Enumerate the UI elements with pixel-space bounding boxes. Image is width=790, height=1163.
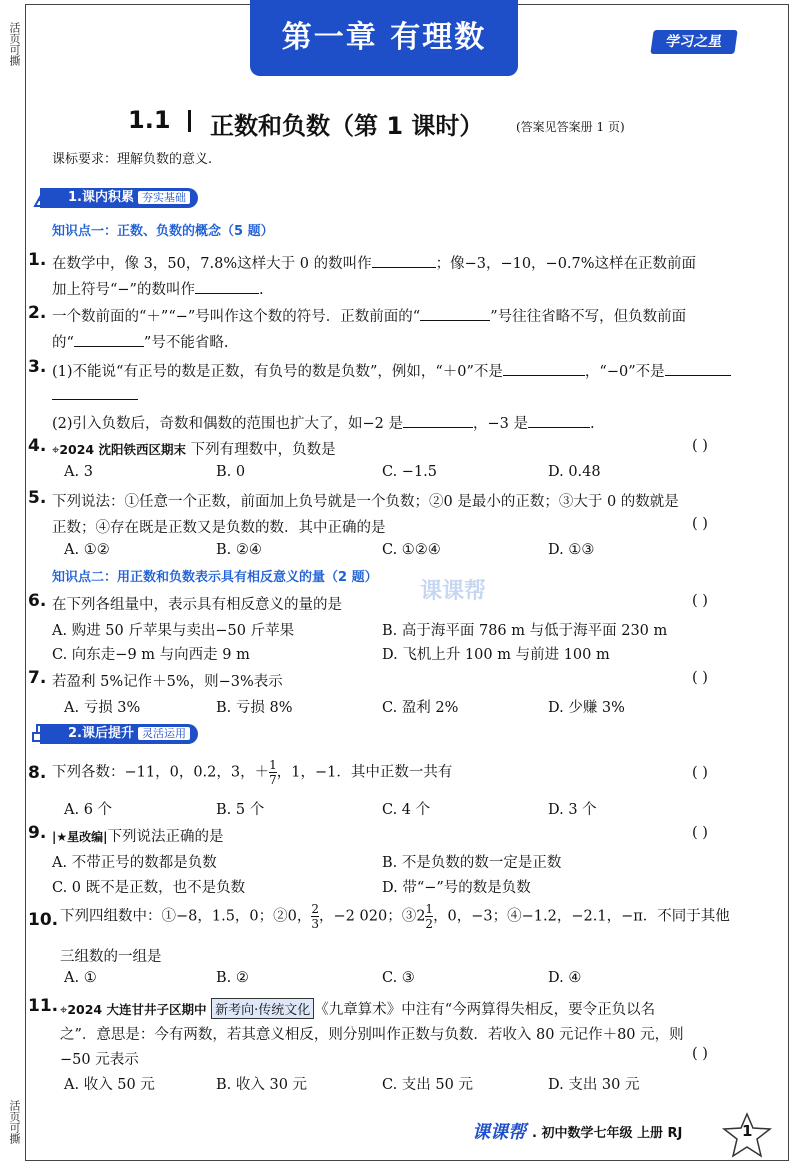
option[interactable]: C. −1.5 xyxy=(382,464,438,480)
option[interactable]: D. 3 个 xyxy=(548,802,597,818)
option[interactable]: B. 5 个 xyxy=(216,802,265,818)
fraction: $\frac{1}{2}$ xyxy=(425,902,434,931)
question-text: 一个数前面的“＋”“−”号叫作这个数的符号．正数前面的“ ”号往往省略不写，但负数前面 xyxy=(52,309,687,325)
star-icon: ★ xyxy=(56,830,68,844)
answer-blank[interactable] xyxy=(665,362,731,376)
question-text: 在数学中，像 3，50，7.8%这样大于 0 的数叫作 ；像−3，−10，−0.7%这样在正数前面 xyxy=(52,256,697,272)
option[interactable]: B. 高于海平面 786 m 与低于海平面 230 m xyxy=(382,623,668,639)
option[interactable]: C. 向东走−9 m 与向西走 9 m xyxy=(52,647,250,663)
question-number: 4. xyxy=(28,436,47,456)
fraction: $\frac{1}{7}$ xyxy=(269,758,277,787)
option[interactable]: C. 0 既不是正数，也不是负数 xyxy=(52,880,246,896)
answer-blank[interactable] xyxy=(52,386,138,404)
question-text: 下列四组数中：①−8，1.5，0；②0， $\frac{2}{3}$ ，−2 020；③2 $\frac{1}{2}$ ，0，−3；④−1.2，−2.1，−π．不同于其他 xyxy=(60,902,730,931)
question-text: 加上符号“−”的数叫作 . xyxy=(52,282,264,298)
answer-bracket[interactable]: ( ) xyxy=(692,1046,708,1062)
answer-bracket[interactable]: ( ) xyxy=(692,825,708,841)
chapter-banner: 第一章 有理数 xyxy=(250,0,518,76)
question-text: 之”．意思是：今有两数，若其意义相反，则分别叫作正数与负数．若收入 80 元记作＋80 元，则 xyxy=(60,1027,684,1043)
option[interactable]: D. 飞机上升 100 m 与前进 100 m xyxy=(382,647,610,663)
tear-label-top: 活页可撕 xyxy=(8,22,21,66)
question-text: (1)不能说“有正号的数是正数，有负号的数是负数”，例如，“＋0”不是 ，“−0”不是 xyxy=(52,360,731,381)
answer-blank[interactable] xyxy=(420,307,490,321)
lesson-title: 正数和负数（第 1 课时） xyxy=(210,112,484,140)
tear-label-bottom: 活页可撕 xyxy=(8,1100,21,1144)
option[interactable]: B. ② xyxy=(216,970,249,986)
question-text: |★星改编|下列说法正确的是 xyxy=(52,829,224,845)
section-header-2 xyxy=(40,724,198,744)
option[interactable]: B. 亏损 8% xyxy=(216,700,293,716)
option[interactable]: A. 不带正号的数都是负数 xyxy=(52,855,217,871)
option[interactable]: B. 不是负数的数一定是正数 xyxy=(382,855,562,871)
watermark: 课课帮 xyxy=(420,579,487,604)
question-text: −50 元表示 xyxy=(60,1052,139,1068)
answer-blank[interactable] xyxy=(528,414,590,428)
question-text: ⌖2024 大连甘井子区期中 新考向·传统文化 《九章算术》中注有“今两算得失相反，要令正负以名 xyxy=(60,998,655,1019)
answer-blank[interactable] xyxy=(195,280,259,294)
answer-blank[interactable] xyxy=(403,414,473,428)
section-label: 2.课后提升 xyxy=(68,726,134,741)
option[interactable]: B. ②④ xyxy=(216,542,262,558)
option[interactable]: A. ① xyxy=(64,970,97,986)
answer-bracket[interactable]: ( ) xyxy=(692,438,708,454)
option[interactable]: D. ④ xyxy=(548,970,582,986)
question-text: ⌖2024 沈阳铁西区期末 下列有理数中，负数是 xyxy=(52,442,336,458)
location-pin-icon: ⌖ xyxy=(52,443,60,458)
curriculum-standard: 课标要求：理解负数的意义. xyxy=(52,152,213,167)
section-header-1 xyxy=(40,188,198,208)
answer-bracket[interactable]: ( ) xyxy=(692,593,708,609)
answer-reference: (答案见答案册 1 页) xyxy=(516,120,625,134)
fraction: $\frac{2}{3}$ xyxy=(311,902,320,931)
option[interactable]: D. 支出 30 元 xyxy=(548,1077,640,1093)
answer-bracket[interactable]: ( ) xyxy=(692,765,708,781)
question-number: 1. xyxy=(28,250,47,270)
knowledge-point-1: 知识点一：正数、负数的概念（5 题） xyxy=(52,224,274,239)
question-number: 5. xyxy=(28,488,47,508)
option[interactable]: B. 0 xyxy=(216,464,246,480)
option[interactable]: C. 盈利 2% xyxy=(382,700,459,716)
question-text: 若盈利 5%记作＋5%，则−3%表示 xyxy=(52,674,283,690)
question-text: 在下列各组量中，表示具有相反意义的量的是 xyxy=(52,597,342,613)
option[interactable]: A. 购进 50 斤苹果与卖出−50 斤苹果 xyxy=(52,623,295,639)
footer-book: . 初中数学七年级 上册 RJ xyxy=(532,1126,683,1141)
question-text: 的“ ”号不能省略. xyxy=(52,335,229,351)
option[interactable]: A. ①② xyxy=(64,542,110,558)
option[interactable]: D. ①③ xyxy=(548,542,595,558)
question-number: 11. xyxy=(28,996,59,1016)
question-number: 9. xyxy=(28,823,47,843)
question-number: 8. xyxy=(28,763,47,783)
section-subtitle: 夯实基础 xyxy=(138,191,190,204)
question-text: 正数；④存在既是正数又是负数的数．其中正确的是 xyxy=(52,520,386,536)
option[interactable]: C. ③ xyxy=(382,970,415,986)
brand-logo: 学习之星 xyxy=(650,30,737,54)
section-label: 1.课内积累 xyxy=(68,190,134,205)
option[interactable]: D. 带“−”号的数是负数 xyxy=(382,880,531,896)
section-subtitle: 灵活运用 xyxy=(138,727,190,740)
answer-blank[interactable] xyxy=(74,333,144,347)
lesson-number: 1.1 xyxy=(128,106,171,134)
answer-blank[interactable] xyxy=(503,362,585,376)
question-text: 三组数的一组是 xyxy=(60,949,162,965)
question-number: 6. xyxy=(28,591,47,611)
question-number: 7. xyxy=(28,668,47,688)
question-text: (2)引入负数后，奇数和偶数的范围也扩大了，如−2 是 ，−3 是 . xyxy=(52,416,595,432)
question-tag: 新考向·传统文化 xyxy=(211,998,314,1019)
option[interactable]: A. 亏损 3% xyxy=(64,700,141,716)
option[interactable]: A. 收入 50 元 xyxy=(64,1077,155,1093)
question-number: 10. xyxy=(28,910,59,930)
question-source: 2024 沈阳铁西区期末 xyxy=(59,442,186,457)
question-tag: 星改编 xyxy=(67,830,104,844)
page-number: 1 xyxy=(742,1122,753,1140)
question-number: 2. xyxy=(28,303,47,323)
title-divider xyxy=(188,110,191,132)
option[interactable]: C. 支出 50 元 xyxy=(382,1077,473,1093)
knowledge-point-2: 知识点二：用正数和负数表示具有相反意义的量（2 题） xyxy=(52,570,378,585)
location-pin-icon: ⌖ xyxy=(60,1003,68,1018)
option[interactable]: C. ①②④ xyxy=(382,542,441,558)
question-source: 2024 大连甘井子区期中 xyxy=(67,1002,207,1017)
question-text: 下列说法：①任意一个正数，前面加上负号就是一个负数；②0 是最小的正数；③大于 0 的数就是 xyxy=(52,494,679,510)
option[interactable]: D. 0.48 xyxy=(548,464,601,480)
option[interactable]: D. 少赚 3% xyxy=(548,700,625,716)
option[interactable]: A. 3 xyxy=(64,464,93,480)
answer-blank[interactable] xyxy=(372,254,436,268)
answer-bracket[interactable]: ( ) xyxy=(692,516,708,532)
option[interactable]: B. 收入 30 元 xyxy=(216,1077,308,1093)
answer-bracket[interactable]: ( ) xyxy=(692,670,708,686)
question-text: 下列各数：−11，0，0.2，3，＋ $\frac{1}{7}$ ，1，−1．其中正数一共有 xyxy=(52,758,453,787)
footer-brand: 课课帮 xyxy=(472,1122,526,1143)
option[interactable]: A. 6 个 xyxy=(64,802,113,818)
option[interactable]: C. 4 个 xyxy=(382,802,431,818)
question-number: 3. xyxy=(28,357,47,377)
